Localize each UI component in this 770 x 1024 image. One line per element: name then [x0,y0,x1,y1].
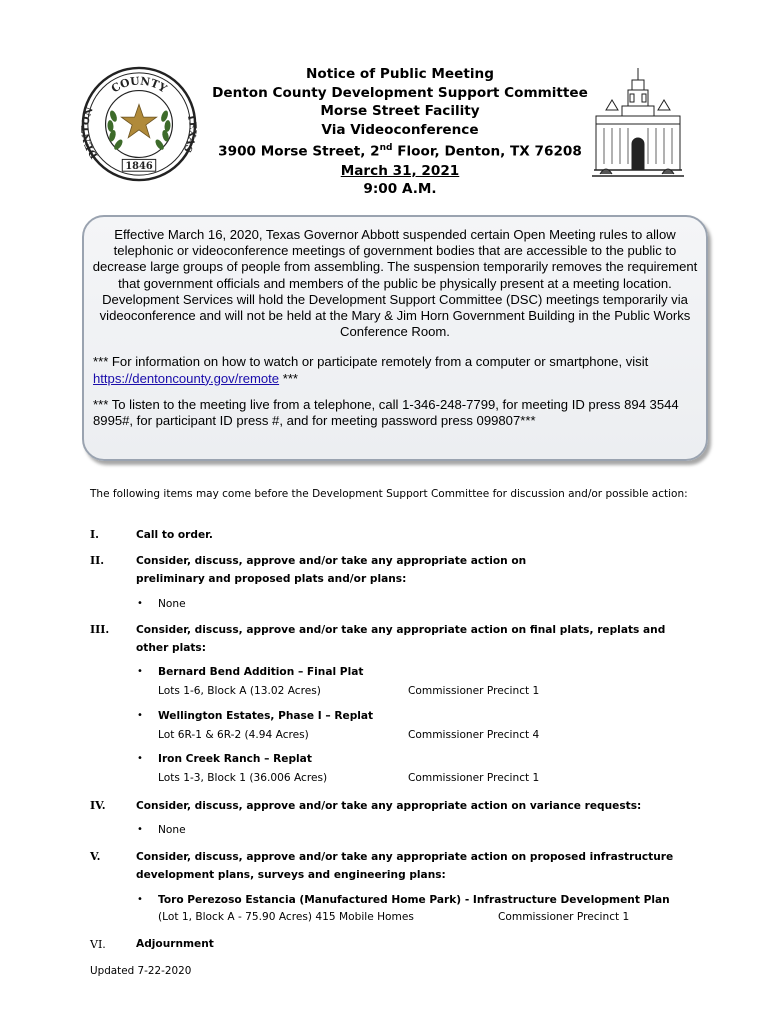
svg-text:COUNTY: COUNTY [108,74,170,96]
list-item-title: Toro Perezoso Estancia (Manufactured Home Park) - Infrastructure Development Plan [158,894,670,906]
commissioner-precinct: Commissioner Precinct 4 [408,729,540,741]
agenda-item-variance-requests: Consider, discuss, approve and/or take any appropriate action on variance requests: [136,800,642,812]
agenda-item-adjournment: Adjournment [136,938,214,950]
svg-text:1846: 1846 [125,161,153,173]
commissioner-precinct: Commissioner Precinct 1 [408,685,540,697]
svg-text:DENTON: DENTON [80,105,101,161]
meeting-date: March 31, 2021 [340,162,460,179]
item-number: II. [90,554,105,567]
remote-info-paragraph: *** For information on how to watch or participate remotely from a computer or smartphone, visit https://dentoncounty.gov/remote *** [93,354,649,386]
facility-name: Morse Street Facility [320,103,480,120]
list-item-title: Bernard Bend Addition – Final Plat [158,666,364,678]
item-number: III. [90,623,110,636]
commissioner-precinct: Commissioner Precinct 1 [498,911,630,923]
committee-name: Denton County Development Support Committee [212,84,588,101]
bullet-icon: • [137,710,143,721]
list-item-title: Iron Creek Ranch – Replat [158,753,312,765]
list-item-detail: (Lot 1, Block A - 75.90 Acres) 415 Mobile Homes [158,911,414,923]
videoconference-notice-box [82,215,708,461]
meeting-format: Via Videoconference [321,121,479,138]
list-item: None [158,598,186,610]
list-item-detail: Lots 1-6, Block A (13.02 Acres) [158,685,321,697]
commissioner-precinct: Commissioner Precinct 1 [408,772,540,784]
agenda-item-final-plats: Consider, discuss, approve and/or take any appropriate action on final plats, replats and other plats: [136,624,666,654]
agenda-intro: The following items may come before the Development Support Committee for discussion and/or possible action: [90,488,688,500]
updated-date: Updated 7-22-2020 [90,965,192,977]
bullet-icon: • [137,824,143,835]
bullet-icon: • [137,666,143,677]
list-item-detail: Lots 1-3, Block 1 (36.006 Acres) [158,772,328,784]
agenda-item-call-to-order: Call to order. [136,529,213,541]
list-item: None [158,824,186,836]
svg-text:TEXAS: TEXAS [180,112,198,154]
notice-title: Notice of Public Meeting [306,66,494,82]
agenda-item-infrastructure-plans: Consider, discuss, approve and/or take any appropriate action on proposed infrastructure development plans, surveys and engineering plans: [136,851,674,881]
notice-paragraph: Effective March 16, 2020, Texas Governor Abbott suspended certain Open Meeting rules to allow telephonic or videoconference meetings of government bodies that are accessible to the public to decrease large groups of people from assembling. The suspension temporarily removes the requirement that government officials and members of the public be physically present at a meeting location. Development Services will hold the Development Support Committee (DSC) meetings temporarily via videoconference and will not be held at the Mary & Jim Horn Government Building in the Public Works Conference Room. [92,227,698,340]
meeting-address: 3900 Morse Street, 2nd Floor, Denton, TX 76208 [218,143,582,160]
list-item-title: Wellington Estates, Phase I – Replat [158,710,374,722]
remote-link[interactable]: https://dentoncounty.gov/remote [93,370,280,386]
list-item-detail: Lot 6R-1 & 6R-2 (4.94 Acres) [158,729,309,741]
bullet-icon: • [137,753,143,764]
courthouse-illustration [592,66,684,181]
bullet-icon: • [137,598,143,609]
meeting-header [200,65,600,199]
item-number: V. [90,850,101,863]
item-number: I. [90,528,99,541]
item-number: IV. [90,799,106,812]
item-number: VI. [90,938,106,951]
bullet-icon: • [137,894,143,905]
telephone-info-paragraph: *** To listen to the meeting live from a telephone, call 1-346-248-7799, for meeting ID press 894 3544 8995#, for participant ID press #, and for meeting password press 099807*** [93,396,679,429]
meeting-time: 9:00 A.M. [363,181,437,198]
denton-county-seal-logo [80,65,198,183]
agenda-item-preliminary-plats: Consider, discuss, approve and/or take any appropriate action on preliminary and proposed plats and/or plans: [136,555,527,585]
